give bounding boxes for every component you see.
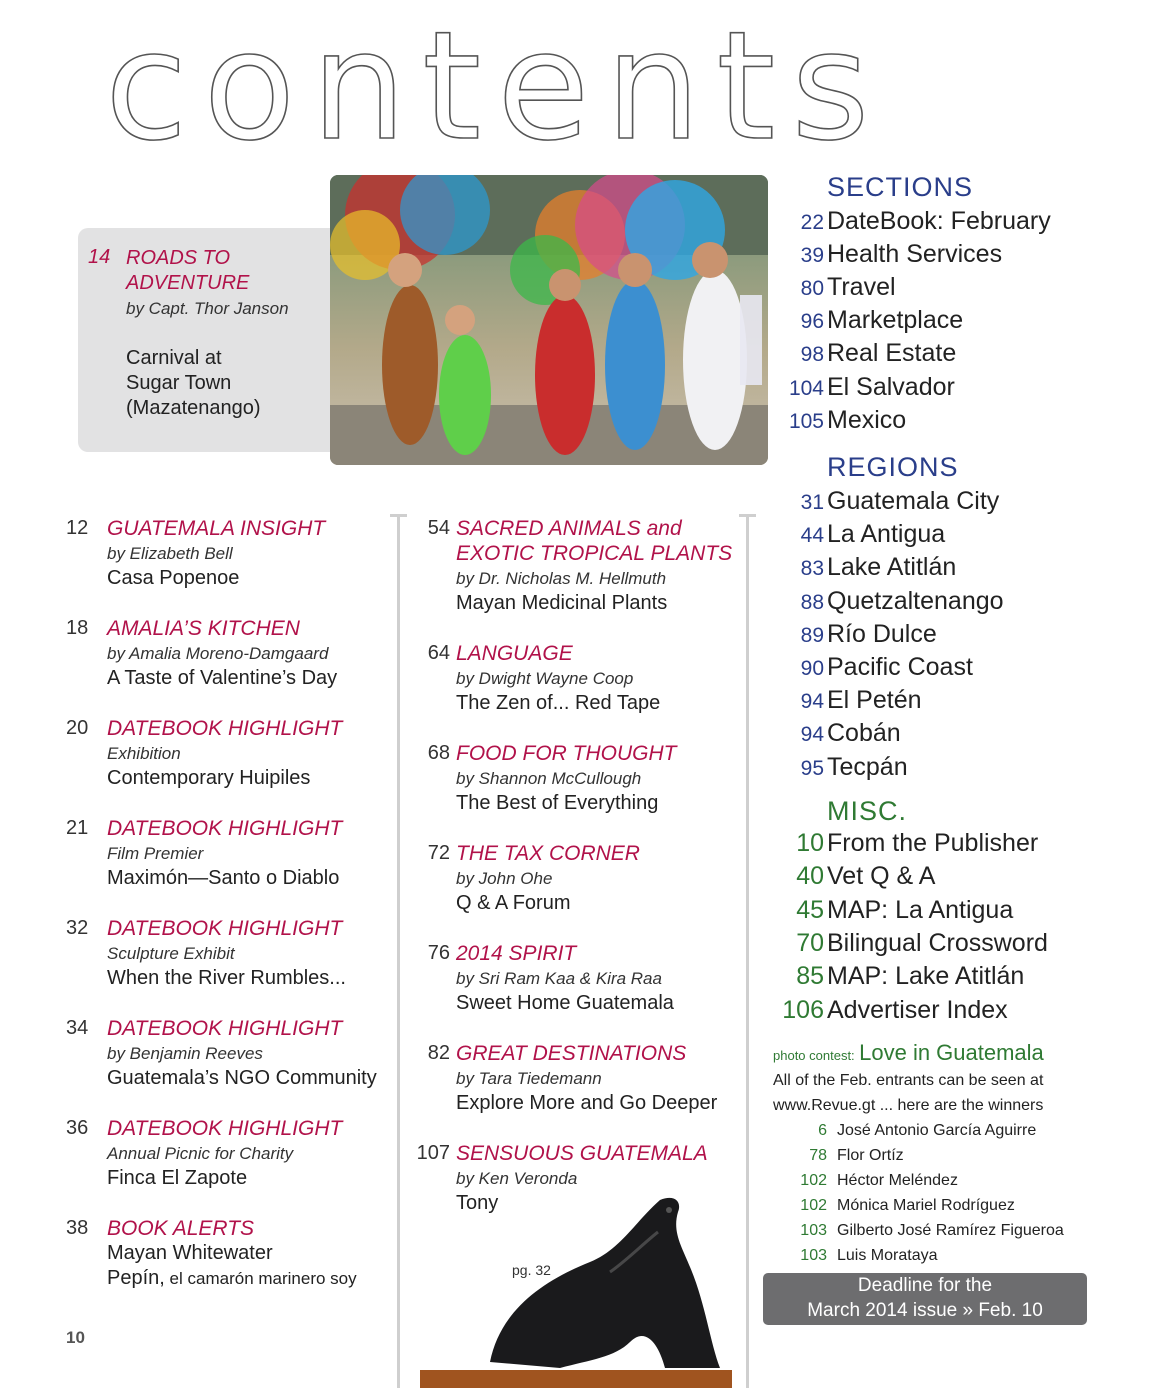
winner-item [770,1122,1160,1147]
sections-heading: SECTIONS [827,172,974,202]
page-number: 10 [66,1328,85,1347]
toc-page-number: 68 [427,742,450,764]
toc-desc: Maximón—Santo o Diablo [107,867,340,889]
toc-title: DATEBOOK HIGHLIGHT [107,1017,343,1040]
winner-name: Mónica Mariel Rodríguez [837,1197,1015,1214]
toc-byline: Sculpture Exhibit [107,944,235,963]
toc-desc: Tony [456,1192,499,1214]
region-page-number: 89 [800,624,824,647]
toc-title: FOOD FOR THOUGHT [456,742,677,765]
misc-item[interactable] [770,862,1160,895]
feature-title-line1: ROADS TO [126,247,231,269]
section-item[interactable] [770,406,1160,439]
toc-byline: by Dr. Nicholas M. Hellmuth [456,569,667,588]
winner-item [770,1222,1160,1247]
section-item[interactable] [770,240,1160,273]
misc-item[interactable] [770,829,1160,862]
photo-contest-line2[interactable]: www.Revue.gt ... here are the winners [773,1097,1044,1114]
misc-item[interactable] [770,929,1160,962]
toc-page-number: 36 [66,1117,89,1139]
region-page-number: 83 [800,557,824,580]
toc-title: SENSUOUS GUATEMALA [456,1142,708,1165]
toc-page-number: 12 [66,517,89,539]
section-page-number: 39 [800,244,824,267]
section-label: Health Services [827,240,1003,268]
toc-desc-2 [107,1266,396,1291]
deadline-line1: Deadline for the [857,1275,993,1296]
winner-page-number: 102 [800,1172,827,1189]
toc-desc: A Taste of Valentine’s Day [107,667,338,689]
misc-label: From the Publisher [827,829,1039,857]
winner-page-number: 78 [809,1147,827,1164]
toc-item[interactable] [66,1116,396,1191]
toc-title: LANGUAGE [456,642,573,665]
region-page-number: 31 [800,491,824,514]
photo-page-reference: pg. 32 [512,1262,551,1278]
toc-title: 2014 SPIRIT [456,942,577,965]
winner-item [770,1197,1160,1222]
feature-desc-line1: Carnival at [126,347,222,369]
section-page-number: 98 [800,343,824,366]
photo-contest-line1: All of the Feb. entrants can be seen at [773,1072,1044,1089]
misc-item[interactable] [770,962,1160,995]
misc-page-number: 45 [796,896,824,924]
region-page-number: 95 [800,757,824,780]
winner-item [770,1172,1160,1197]
toc-page-number: 107 [416,1142,450,1164]
toc-title: SACRED ANIMALS and [456,517,682,540]
toc-byline: by Amalia Moreno-Damgaard [107,644,329,663]
section-label: DateBook: February [827,207,1051,235]
toc-desc-small: el camarón marinero soy [164,1269,357,1288]
section-page-number: 22 [800,211,824,234]
toc-desc: The Zen of... Red Tape [456,692,661,714]
region-label: Guatemala City [827,487,1000,515]
feature-desc-line2: Sugar Town [126,372,232,394]
section-item[interactable] [770,373,1160,406]
region-label: Quetzaltenango [827,587,1004,615]
winner-name: Luis Morataya [837,1247,938,1264]
feature-byline: by Capt. Thor Janson [126,299,289,318]
toc-item[interactable] [410,516,744,616]
misc-page-number: 70 [796,929,824,957]
section-item[interactable] [770,339,1160,372]
toc-desc: Mayan Whitewater [107,1242,273,1264]
region-item[interactable] [770,753,1160,786]
toc-desc: Sweet Home Guatemala [456,992,674,1014]
section-page-number: 80 [800,277,824,300]
winner-page-number: 103 [800,1247,827,1264]
toc-item[interactable] [66,816,396,891]
section-page-number: 105 [788,410,824,433]
region-item[interactable] [770,553,1160,586]
region-label: Cobán [827,719,901,747]
toc-byline: by Dwight Wayne Coop [456,669,634,688]
winner-name: Héctor Meléndez [837,1172,958,1189]
page-title: contents [105,0,886,174]
region-label: Lake Atitlán [827,553,957,581]
toc-byline: by John Ohe [456,869,553,888]
toc-desc: Guatemala’s NGO Community [107,1067,377,1089]
section-label: Travel [827,273,896,301]
section-item[interactable] [770,207,1160,240]
misc-label: Advertiser Index [827,996,1008,1024]
section-page-number: 104 [788,377,824,400]
toc-desc: The Best of Everything [456,792,659,814]
region-label: Río Dulce [827,620,937,648]
region-label: El Petén [827,686,922,714]
misc-page-number: 40 [796,862,824,890]
toc-page-number: 38 [66,1217,89,1239]
region-page-number: 44 [800,524,824,547]
region-item[interactable] [770,686,1160,719]
region-page-number: 94 [800,723,824,746]
toc-item[interactable] [410,741,744,816]
toc-title: AMALIA’S KITCHEN [107,617,300,640]
winner-page-number: 6 [818,1122,827,1139]
toc-item[interactable] [66,716,396,791]
toc-title: DATEBOOK HIGHLIGHT [107,717,343,740]
region-page-number: 94 [800,690,824,713]
toc-page-number: 21 [66,817,89,839]
region-page-number: 90 [800,657,824,680]
section-item[interactable] [770,273,1160,306]
winner-item [770,1247,1160,1272]
winner-item [770,1147,1160,1172]
region-label: Pacific Coast [827,653,973,681]
winner-name: José Antonio García Aguirre [837,1122,1037,1139]
region-item[interactable] [770,587,1160,620]
toc-item[interactable] [410,841,744,916]
section-label: Mexico [827,406,907,434]
misc-label: MAP: La Antigua [827,896,1014,924]
toc-title: GREAT DESTINATIONS [456,1042,687,1065]
toc-page-number: 18 [66,617,89,639]
toc-desc: Mayan Medicinal Plants [456,592,668,614]
toc-item-book-alerts[interactable] [66,1216,396,1291]
toc-desc-main: Pepín, [107,1267,165,1289]
region-label: Tecpán [827,753,908,781]
carnival-photo [330,175,768,465]
region-label: La Antigua [827,520,946,548]
misc-page-number: 85 [796,962,824,990]
toc-item[interactable] [66,516,396,591]
deadline-box [763,1273,1087,1325]
winner-page-number: 102 [800,1197,827,1214]
region-item[interactable] [770,620,1160,653]
misc-page-number: 106 [782,996,824,1024]
region-item[interactable] [770,487,1160,520]
toc-item[interactable] [410,941,744,1016]
toc-title-line2: EXOTIC TROPICAL PLANTS [456,542,733,565]
toc-page-number: 32 [66,917,89,939]
feature-title-line2: ADVENTURE [126,272,250,294]
toc-byline: by Shannon McCullough [456,769,642,788]
toc-desc: Q & A Forum [456,892,571,914]
toc-byline: Exhibition [107,744,181,763]
toc-title: DATEBOOK HIGHLIGHT [107,1117,343,1140]
regions-heading: REGIONS [827,452,959,482]
column-divider-left [397,514,400,1388]
misc-item[interactable] [770,896,1160,929]
toc-page-number: 54 [427,517,450,539]
feature-desc-line3: (Mazatenango) [126,397,261,419]
toc-byline: Annual Picnic for Charity [107,1144,294,1163]
toc-byline: Film Premier [107,844,204,863]
toc-page-number: 34 [66,1017,89,1039]
misc-item[interactable] [770,996,1160,1029]
photo-contest-title: Love in Guatemala [859,1040,1044,1065]
toc-title: DATEBOOK HIGHLIGHT [107,917,343,940]
region-item[interactable] [770,653,1160,686]
section-label: Marketplace [827,306,964,334]
toc-byline: by Tara Tiedemann [456,1069,602,1088]
region-page-number: 88 [800,591,824,614]
section-label: El Salvador [827,373,955,401]
section-label: Real Estate [827,339,957,367]
toc-title: GUATEMALA INSIGHT [107,517,326,540]
toc-item[interactable] [66,616,396,691]
toc-page-number: 76 [427,942,450,964]
toc-desc: Casa Popenoe [107,567,240,589]
toc-title: BOOK ALERTS [107,1217,255,1240]
winner-page-number: 103 [800,1222,827,1239]
toc-byline: by Sri Ram Kaa & Kira Raa [456,969,662,988]
deadline-line2: March 2014 issue » Feb. 10 [807,1300,1043,1321]
region-item[interactable] [770,719,1160,752]
toc-page-number: 20 [66,717,89,739]
photo-contest-prefix: photo contest: [773,1048,855,1063]
toc-desc: Explore More and Go Deeper [456,1092,718,1114]
section-item[interactable] [770,306,1160,339]
misc-heading: MISC. [827,796,908,826]
toc-desc: When the River Rumbles... [107,967,346,989]
misc-label: MAP: Lake Atitlán [827,962,1025,990]
toc-title: THE TAX CORNER [456,842,640,865]
section-page-number: 96 [800,310,824,333]
photo-contest-heading [773,1040,1158,1066]
toc-byline: by Ken Veronda [456,1169,578,1188]
toc-page-number: 82 [427,1042,450,1064]
winner-name: Flor Ortíz [837,1147,904,1164]
region-item[interactable] [770,520,1160,553]
toc-title: DATEBOOK HIGHLIGHT [107,817,343,840]
toc-page-number: 72 [427,842,450,864]
winner-name: Gilberto José Ramírez Figueroa [837,1222,1064,1239]
toc-byline: by Elizabeth Bell [107,544,233,563]
toc-desc: Contemporary Huipiles [107,767,311,789]
toc-page-number: 64 [427,642,450,664]
misc-label: Bilingual Crossword [827,929,1048,957]
toc-byline: by Benjamin Reeves [107,1044,263,1063]
sculpture-image [420,1192,732,1388]
misc-page-number: 10 [796,829,824,857]
carnival-photo-illustration [330,175,768,465]
toc-item[interactable] [410,641,744,716]
feature-page-number: 14 [88,246,111,268]
toc-item[interactable] [66,1016,396,1091]
misc-label: Vet Q & A [827,862,936,890]
toc-desc: Finca El Zapote [107,1167,248,1189]
toc-item[interactable] [66,916,396,991]
column-divider-right [746,514,749,1388]
toc-item[interactable] [410,1041,744,1116]
